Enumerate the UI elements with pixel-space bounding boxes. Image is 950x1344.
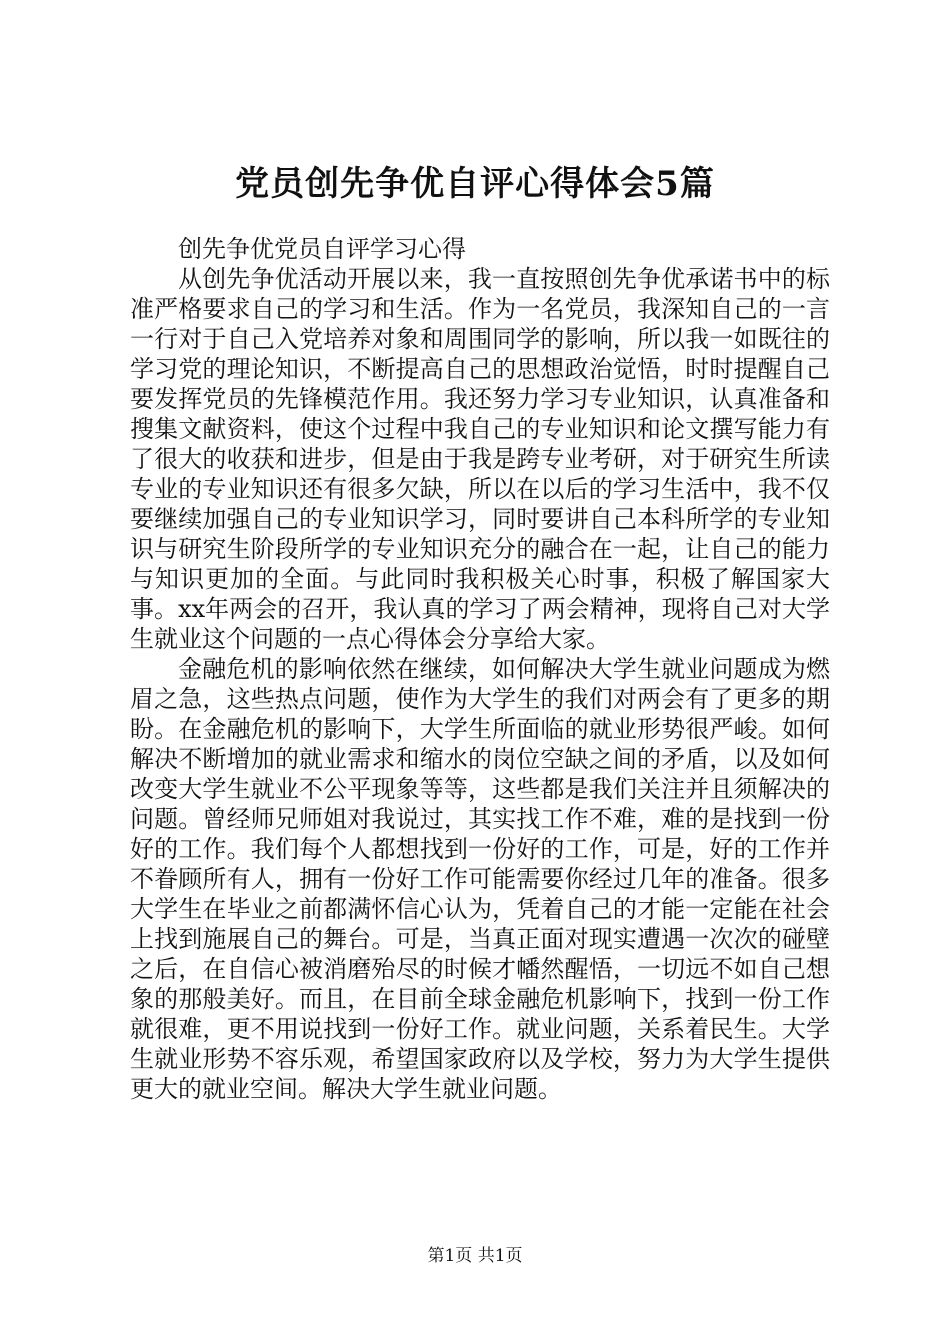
paragraph-2: 金融危机的影响依然在继续，如何解决大学生就业问题成为燃眉之急，这些热点问题，使作为大学生的我们对两会有了更多的期盼。在金融危机的影响下，大学生所面临的就业形势很严峻。如何解决不断增加的就业需求和缩水的岗位空缺之间的矛盾，以及如何改变大学生就业不公平现象等等，这些都是我们关注并且须解决的问题。曾经师兄师姐对我说过，其实找工作不难，难的是找到一份好的工作。我们每个人都想找到一份好的工作，可是，好的工作并不眷顾所有人，拥有一份好工作可能需要你经过几年的准备。很多大学生在毕业之前都满怀信心认为，凭着自己的才能一定能在社会上找到施展自己的舞台。可是，当真正面对现实遭遇一次次的碰壁之后，在自信心被消磨殆尽的时候才幡然醒悟，一切远不如自己想象的那般美好。而且，在目前全球金融危机影响下，找到一份工作就很难，更不用说找到一份好工作。就业问题，关系着民生。大学生就业形势不容乐观，希望国家政府以及学校，努力为大学生提供更大的就业空间。解决大学生就业问题。: [130, 655, 830, 1103]
document-body: [130, 234, 830, 1104]
page-footer: 第1页 共1页: [427, 1246, 523, 1266]
paragraph-1: 从创先争优活动开展以来，我一直按照创先争优承诺书中的标准严格要求自己的学习和生活。作为一名党员，我深知自己的一言一行对于自己入党培养对象和周围同学的影响，所以我一如既往的学习党的理论知识，不断提高自己的思想政治觉悟，时时提醒自己要发挥党员的先锋模范作用。我还努力学习专业知识，认真准备和搜集文献资料，使这个过程中我自己的专业知识和论文撰写能力有了很大的收获和进步，但是由于我是跨专业考研，对于研究生所读专业的专业知识还有很多欠缺，所以在以后的学习生活中，我不仅要继续加强自己的专业知识学习，同时要讲自己本科所学的专业知识与研究生阶段所学的专业知识充分的融合在一起，让自己的能力与知识更加的全面。与此同时我积极关心时事，积极了解国家大事。xx年两会的召开，我认真的学习了两会精神，现将自己对大学生就业这个问题的一点心得体会分享给大家。: [130, 265, 830, 653]
document-title: 党员创先争优自评心得体会5篇: [235, 164, 715, 204]
document-subtitle: 创先争优党员自评学习心得: [178, 235, 466, 263]
